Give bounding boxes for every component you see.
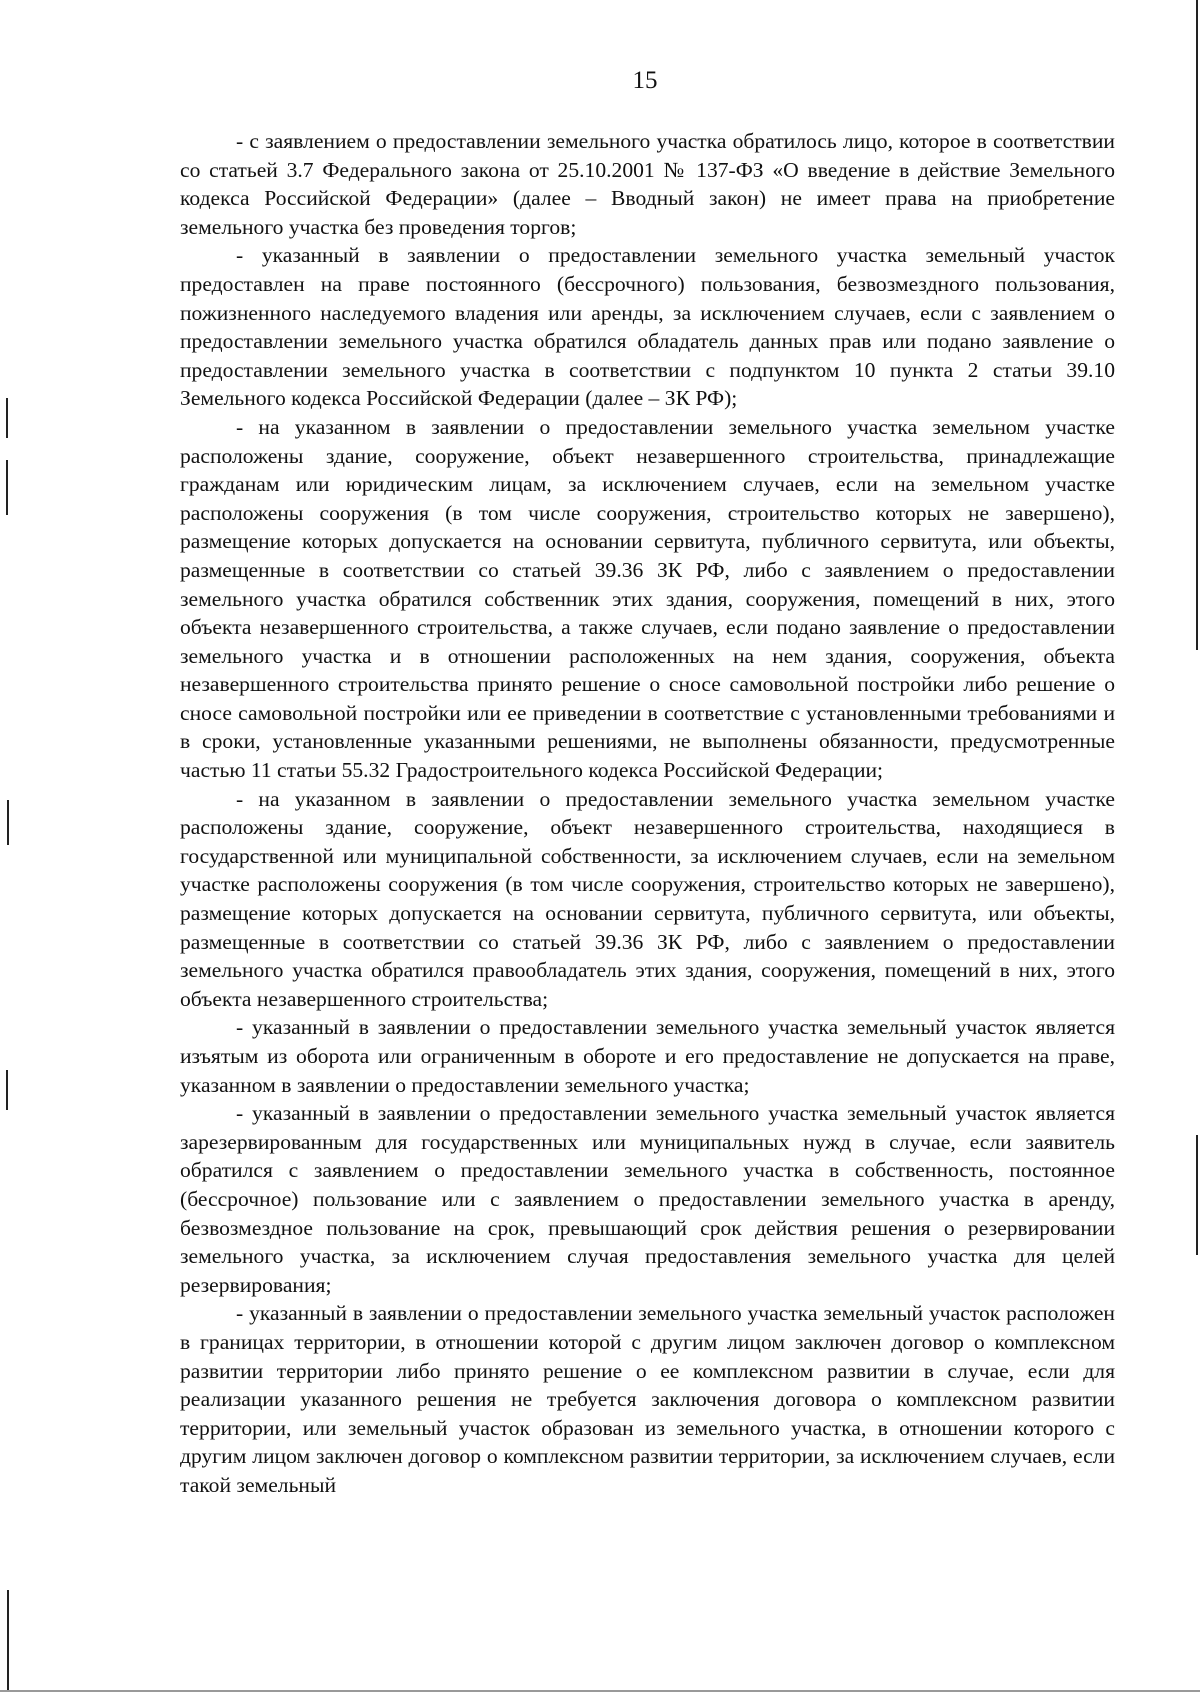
scan-edge-mark xyxy=(1196,1135,1198,1255)
paragraph-3: - на указанном в заявлении о предоставлении земельного участка земельном участке расположены здание, сооружение, объект незавершенного строительства, принадлежащие гражданам или юридическим лицам, за исключением случаев, если на земельном участке расположены сооружения (в том числе сооружения, строительство которых не завершено), размещение которых допускается на основании сервитута, публичного сервитута, или объекты, размещенные в соответствии со статьей 39.36 ЗК РФ, либо с заявлением о предоставлении земельного участка обратился собственник этих здания, сооружения, помещений в них, этого объекта незавершенного строительства, а также случаев, если подано заявление о предоставлении земельного участка и в отношении расположенных на нем здания, сооружения, объекта незавершенного строительства принято решение о сносе самовольной постройки либо решение о сносе самовольной постройки или ее приведении в соответствие с установленными требованиями и в сроки, установленные указанными решениями, не выполнены обязанности, предусмотренные частью 11 статьи 55.32 Градостроительного кодекса Российской Федерации; xyxy=(180,414,1115,783)
paragraph-7: - указанный в заявлении о предоставлении земельного участка земельный участок расположен в границах территории, в отношении которой с другим лицом заключен договор о комплексном развитии территории либо принято решение о ее комплексном развитии в случае, если для реализации указанного решения не требуется заключения договора о комплексном развитии территории, или земельный участок образован из земельного участка, в отношении которого с другим лицом заключен договор о комплексном развитии территории, за исключением случаев, если такой земельный xyxy=(180,1301,1115,1497)
scan-edge-mark xyxy=(7,800,9,845)
page-number: 15 xyxy=(632,67,658,94)
paragraph-6: - указанный в заявлении о предоставлении земельного участка земельный участок является зарезервированным для государственных или муниципальных нужд в случае, если заявитель обратился с заявлением о предоставлении земельного участка в собственность, постоянное (бессрочное) пользование или с заявлением о предоставлении земельного участка в аренду, безвозмездное пользование на срок, превышающий срок действия решения о резервировании земельного участка, за исключением случая предоставления земельного участка для целей резервирования; xyxy=(180,1101,1115,1297)
document-body xyxy=(180,127,1115,1500)
scan-edge-mark xyxy=(0,1690,1200,1692)
scan-edge-mark xyxy=(7,1590,9,1690)
scan-edge-mark xyxy=(6,398,8,438)
paragraph-4: - на указанном в заявлении о предоставлении земельного участка земельном участке расположены здание, сооружение, объект незавершенного строительства, находящиеся в государственной или муниципальной собственности, за исключением случаев, если на земельном участке расположены сооружения (в том числе сооружения, строительство которых не завершено), размещение которых допускается на основании сервитута, публичного сервитута, или объекты, размещенные в соответствии со статьей 39.36 ЗК РФ, либо с заявлением о предоставлении земельного участка обратился правообладатель этих здания, сооружения, помещений в них, этого объекта незавершенного строительства; xyxy=(180,786,1115,1011)
scan-edge-mark xyxy=(1196,0,1198,650)
scan-edge-mark xyxy=(6,1070,8,1110)
paragraph-1: - с заявлением о предоставлении земельного участка обратилось лицо, которое в соответствии со статьей 3.7 Федерального закона от 25.10.2001 № 137-ФЗ «О введение в действие Земельного кодекса Российской Федерации» (далее – Вводный закон) не имеет права на приобретение земельного участка без проведения торгов; xyxy=(180,129,1115,239)
paragraph-5: - указанный в заявлении о предоставлении земельного участка земельный участок является изъятым из оборота или ограниченным в обороте и его предоставление не допускается на праве, указанном в заявлении о предоставлении земельного участка; xyxy=(180,1015,1115,1097)
paragraph-2: - указанный в заявлении о предоставлении земельного участка земельный участок предоставлен на праве постоянного (бессрочного) пользования, безвозмездного пользования, пожизненного наследуемого владения или аренды, за исключением случаев, если с заявлением о предоставлении земельного участка обратился обладатель данных прав или подано заявление о предоставлении земельного участка в соответствии с подпунктом 10 пункта 2 статьи 39.10 Земельного кодекса Российской Федерации (далее – ЗК РФ); xyxy=(180,243,1115,411)
scan-edge-mark xyxy=(6,460,8,515)
